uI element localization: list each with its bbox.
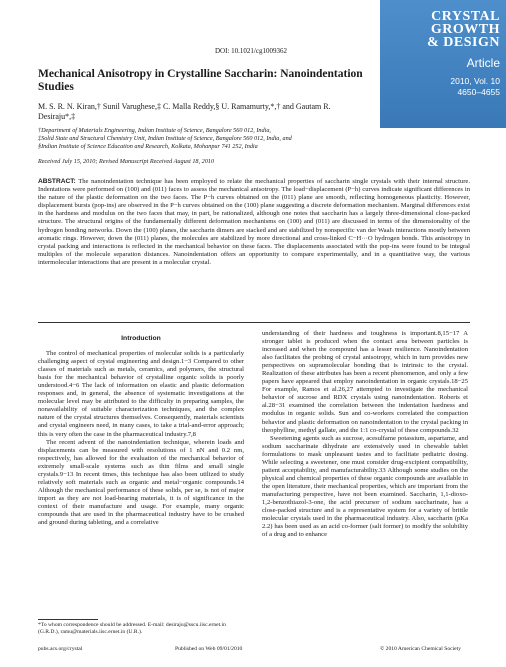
author-list: M. S. R. N. Kiran,† Sunil Varughese,‡ C. Malla Reddy,§ U. Ramamurty,*,† and Gautam R. Desiraju*,‡: [38, 102, 331, 121]
affiliation: ‡Solid State and Structural Chemistry Unit, Indian Institute of Science, Bangalore 560 012, India, and: [38, 135, 292, 142]
abstract-text: The nanoindentation technique has been employed to relate the mechanical properties of saccharin single crystals with their internal structure. Indentations were performed on (100) and (011) faces to assess the mechanical anisotropy. The load−displacement (P−h) curves indicate significant differences in the nature of the plastic deformation on the two faces. The P−h curves obtained on the (011) plane are smooth, reflecting homogeneous plasticity. However, displacement bursts (pop-ins) are observed in the P−h curves obtained on the (100) plane suggesting a discrete deformation mechanism. Marginal differences exist in the hardness and modulus on the two faces that may, in part, be rationalized, although one notes that saccharin has a largely three-dimensional close-packed structure. The structural origins of the fundamentally different deformation mechanisms on (100) and (011) are discussed in terms of the dimensionality of the hydrogen bonding networks. Down the (100) planes, the saccharin dimers are stacked and are stabilized by nonspecific van der Waals interactions mostly between aromatic rings. However, down the (011) planes, the molecules are stabilized by more directional and cross-linked C−H···O hydrogen bonds. This anisotropy in crystal packing and interactions is reflected in the mechanical behavior on these faces. The displacements associated with the pop-ins were found to be integral multiples of the molecule separation distances. Nanoindentation offers an opportunity to compare experimentally, and in a quantitative way, the various intermolecular interactions that are present in a molecular crystal.: [38, 178, 470, 266]
footer-published: Published on Web 09/01/2010: [175, 646, 243, 652]
article-type: Article: [466, 56, 500, 70]
footer-copyright: © 2010 American Chemical Society: [380, 646, 461, 652]
footer-url: pubs.acs.org/crystal: [38, 646, 83, 652]
journal-name-line: CRYSTAL: [431, 9, 500, 24]
year-volume: 2010, Vol. 10: [450, 76, 500, 86]
paragraph: The control of mechanical properties of molecular solids is a particularly challenging aspect of crystal engineering and design.1−3 Compared to other classes of materials such as metals, ceramics, and polymers, the structural basis for the mechanical behavior of crystalline organic solids is poorly understood.4−6 The lack of information on elastic and plastic deformation responses and, in general, the absence of systematic investigations at the molecular level may be attributed to the difficulty in preparing samples, the nonavailability of suitable characterization techniques, and the complex nature of the crystal structures themselves. Consequently, materials scientists and crystal engineers need, in many cases, to take a trial-and-error approach; this is very often the case in the pharmaceutical industry.7,8: [38, 350, 244, 438]
left-column: [38, 330, 244, 527]
paragraph: The recent advent of the nanoindentation technique, wherein loads and displacements can be measured with resolutions of 1 nN and 0.2 nm, respectively, has allowed for the evaluation of the mechanical behavior of extremely small-scale systems such as thin films and small single crystals.9−13 In recent times, this technique has also been utilized to study relatively soft materials such as organic and metal−organic compounds.14 Although the mechanical performance of these solids, per se, is not of major import as they are not load-bearing materials, it is of significance in the context of their manufacture and usage. For example, many organic compounds that are used in the pharmaceutical industry have to be crushed and ground during tableting, and a correlative: [38, 438, 244, 527]
affiliations: [38, 127, 378, 151]
volume-info: [450, 76, 500, 98]
page-range: 4650–4655: [457, 87, 500, 97]
abstract-label: ABSTRACT:: [38, 178, 76, 185]
paper-title: Mechanical Anisotropy in Crystalline Saccharin: Nanoindentation Studies: [38, 68, 363, 93]
paragraph: Sweetening agents such as sucrose, acesulfame potassium, aspartame, and sodium saccharinate dihydrate are extensively used in chewable tablet formulations to mask unpleasant tastes and to facilitate pediatric dosing. While selecting a sweetener, one must consider drug-excipient compatibility, patient acceptability, and manufacturability.33 Although some studies on the physical and chemical properties of these organic compounds are available in the open literature, their mechanical properties, which are important from the manufacturing perspective, have not been examined. Saccharin, 1,1-dioxo-1,2-benzothiazol-3-one, the acid precursor of sodium saccharinate, has a close-packed structure and is a representative system for a variety of brittle molecular crystals used in the pharmaceutical industry. Also, saccharin (pKa 2.2) has been used as an acid co-former (salt former) to modify the solubility of a drug and to enhance: [262, 434, 468, 539]
correspondence-footnote: *To whom correspondence should be addressed. E-mail: desiraju@sscu.iisc.ernet.in (G.R.D.), ramu@materials.iisc.ernet.in (U.R.).: [38, 622, 226, 635]
affiliation: §Indian Institute of Science Education and Research, Kolkata, Mohanpur 741 252, India: [38, 143, 258, 150]
journal-name-line: & DESIGN: [427, 35, 500, 50]
journal-banner: [380, 0, 506, 128]
received-dates: Received July 15, 2010; Revised Manuscript Received August 18, 2010: [38, 158, 214, 165]
paragraph: understanding of their hardness and toughness is important.8,15−17 A stronger tablet is produced when the contact area between particles is increased and when the compound has a lesser resilience. Nanoindentation also facilitates the probing of crystal anisotropy, which in turn provides new perspectives on supramolecular bonding that is intrinsic to the crystal. Realization of these attributes has been a recent phenomenon, and only a few papers have appeared that employ nanoindentation in organic crystals.18−25 For example, Ramos et al.26,27 attempted to investigate the mechanical behavior of sucrose and RDX crystals using nanoindentation. Roberts et al.28−31 examined the correlation between the indentation hardness and modulus in organic solids. Sun and co-workers correlated the compaction behavior and plastic deformation on nanoindentation to the crystal packing in theophylline, methyl gallate, and the 1:1 co-crystal of these compounds.32: [262, 330, 468, 434]
section-heading: Introduction: [121, 335, 161, 342]
footnote-divider: [38, 619, 98, 620]
section-divider: [38, 322, 470, 323]
right-column: [262, 330, 468, 539]
abstract: [38, 178, 470, 267]
journal-name: [380, 10, 500, 49]
affiliation: †Department of Materials Engineering, Indian Institute of Science, Bangalore 560 012, India,: [38, 127, 271, 134]
journal-name-line: GROWTH: [430, 22, 500, 37]
doi: DOI: 10.1021/cg1009362: [215, 47, 287, 55]
